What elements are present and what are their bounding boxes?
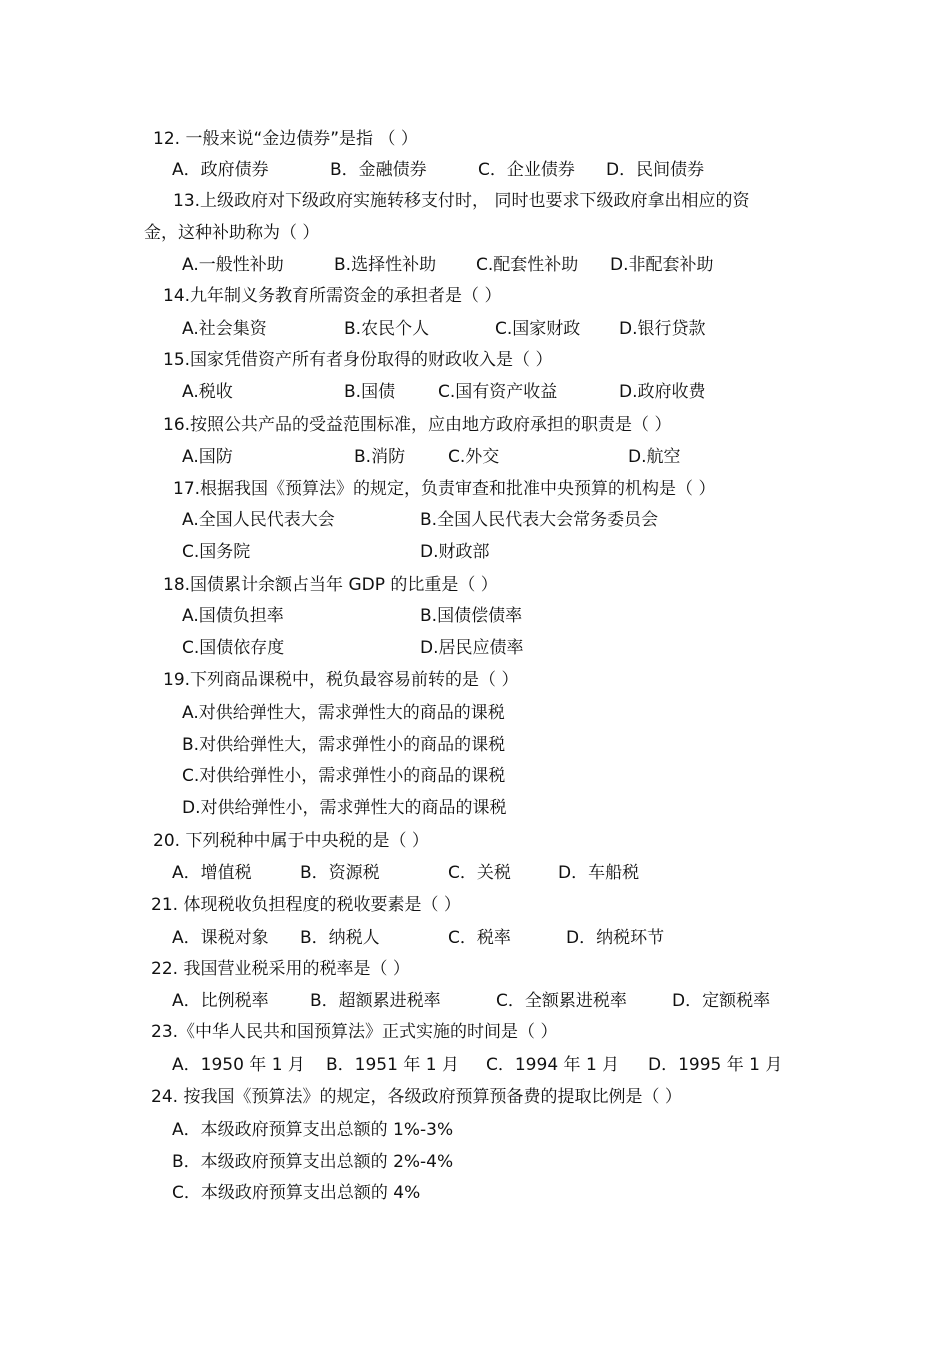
q18-option-d: D.居民应债率 <box>420 638 524 658</box>
q16-option-c: C.外交 <box>448 447 500 467</box>
q21-option-c: C．税率 <box>448 928 511 948</box>
q17-option-d: D.财政部 <box>420 542 490 562</box>
q17-option-c: C.国务院 <box>182 542 251 562</box>
q20-option-a: A．增值税 <box>172 863 252 883</box>
q24-stem: 24. 按我国《预算法》的规定，各级政府预算预备费的提取比例是（ ） <box>151 1087 682 1107</box>
q15-option-a: A.税收 <box>182 382 233 402</box>
q19-stem: 19.下列商品课税中，税负最容易前转的是（ ） <box>163 670 519 690</box>
q13-option-a: A.一般性补助 <box>182 255 284 275</box>
q24-option-c: C．本级政府预算支出总额的 4% <box>172 1183 421 1203</box>
q22-option-c: C．全额累进税率 <box>496 991 627 1011</box>
q16-option-a: A.国防 <box>182 447 233 467</box>
q20-option-b: B．资源税 <box>300 863 380 883</box>
q22-option-a: A．比例税率 <box>172 991 269 1011</box>
q13-option-c: C.配套性补助 <box>476 255 579 275</box>
q17-stem: 17.根据我国《预算法》的规定，负责审查和批准中央预算的机构是（ ） <box>173 479 716 499</box>
q15-option-c: C.国有资产收益 <box>438 382 558 402</box>
q24-option-a: A．本级政府预算支出总额的 1%-3% <box>172 1120 454 1140</box>
q12-stem: 12. 一般来说“金边债券”是指 （ ） <box>153 129 418 149</box>
q13-stem-line2: 金，这种补助称为（ ） <box>144 223 320 243</box>
q13-option-b: B.选择性补助 <box>334 255 437 275</box>
q14-option-b: B.农民个人 <box>344 319 430 339</box>
q19-option-b: B.对供给弹性大，需求弹性小的商品的课税 <box>182 735 506 755</box>
q20-stem: 20. 下列税种中属于中央税的是（ ） <box>153 831 429 851</box>
q20-option-c: C．关税 <box>448 863 511 883</box>
q18-option-c: C.国债依存度 <box>182 638 285 658</box>
q14-stem: 14.九年制义务教育所需资金的承担者是（ ） <box>163 286 502 306</box>
q14-option-d: D.银行贷款 <box>619 319 706 339</box>
q12-option-d: D．民间债券 <box>606 160 705 180</box>
q23-option-c: C．1994 年 1 月 <box>486 1055 620 1075</box>
q20-option-d: D．车船税 <box>558 863 640 883</box>
q19-option-d: D.对供给弹性小，需求弹性大的商品的课税 <box>182 798 507 818</box>
q21-option-d: D．纳税环节 <box>566 928 665 948</box>
q21-option-b: B．纳税人 <box>300 928 380 948</box>
q22-option-d: D．定额税率 <box>672 991 771 1011</box>
q15-option-d: D.政府收费 <box>619 382 706 402</box>
q16-option-b: B.消防 <box>354 447 406 467</box>
q22-stem: 22. 我国营业税采用的税率是（ ） <box>151 959 410 979</box>
q23-option-d: D．1995 年 1 月 <box>648 1055 783 1075</box>
q21-option-a: A．课税对象 <box>172 928 269 948</box>
q15-stem: 15.国家凭借资产所有者身份取得的财政收入是（ ） <box>163 350 553 370</box>
q19-option-c: C.对供给弹性小，需求弹性小的商品的课税 <box>182 766 506 786</box>
q16-stem: 16.按照公共产品的受益范围标准，应由地方政府承担的职责是（ ） <box>163 415 672 435</box>
q18-option-a: A.国债负担率 <box>182 606 284 626</box>
q18-option-b: B.国债偿债率 <box>420 606 523 626</box>
q22-option-b: B．超额累进税率 <box>310 991 441 1011</box>
q19-option-a: A.对供给弹性大，需求弹性大的商品的课税 <box>182 703 505 723</box>
q14-option-a: A.社会集资 <box>182 319 267 339</box>
q18-stem: 18.国债累计余额占当年 GDP 的比重是（ ） <box>163 575 498 595</box>
q23-option-b: B．1951 年 1 月 <box>326 1055 459 1075</box>
q15-option-b: B.国债 <box>344 382 396 402</box>
q12-option-b: B．金融债券 <box>330 160 427 180</box>
q16-option-d: D.航空 <box>628 447 681 467</box>
q13-stem-line1: 13.上级政府对下级政府实施转移支付时， 同时也要求下级政府拿出相应的资 <box>173 191 750 211</box>
q12-option-c: C．企业债券 <box>478 160 575 180</box>
q24-option-b: B．本级政府预算支出总额的 2%-4% <box>172 1152 454 1172</box>
q21-stem: 21. 体现税收负担程度的税收要素是（ ） <box>151 895 461 915</box>
q12-option-a: A．政府债券 <box>172 160 269 180</box>
q23-stem: 23.《中华人民共和国预算法》正式实施的时间是（ ） <box>151 1022 558 1042</box>
q14-option-c: C.国家财政 <box>495 319 581 339</box>
q17-option-b: B.全国人民代表大会常务委员会 <box>420 510 659 530</box>
q13-option-d: D.非配套补助 <box>610 255 714 275</box>
q17-option-a: A.全国人民代表大会 <box>182 510 335 530</box>
q23-option-a: A．1950 年 1 月 <box>172 1055 305 1075</box>
